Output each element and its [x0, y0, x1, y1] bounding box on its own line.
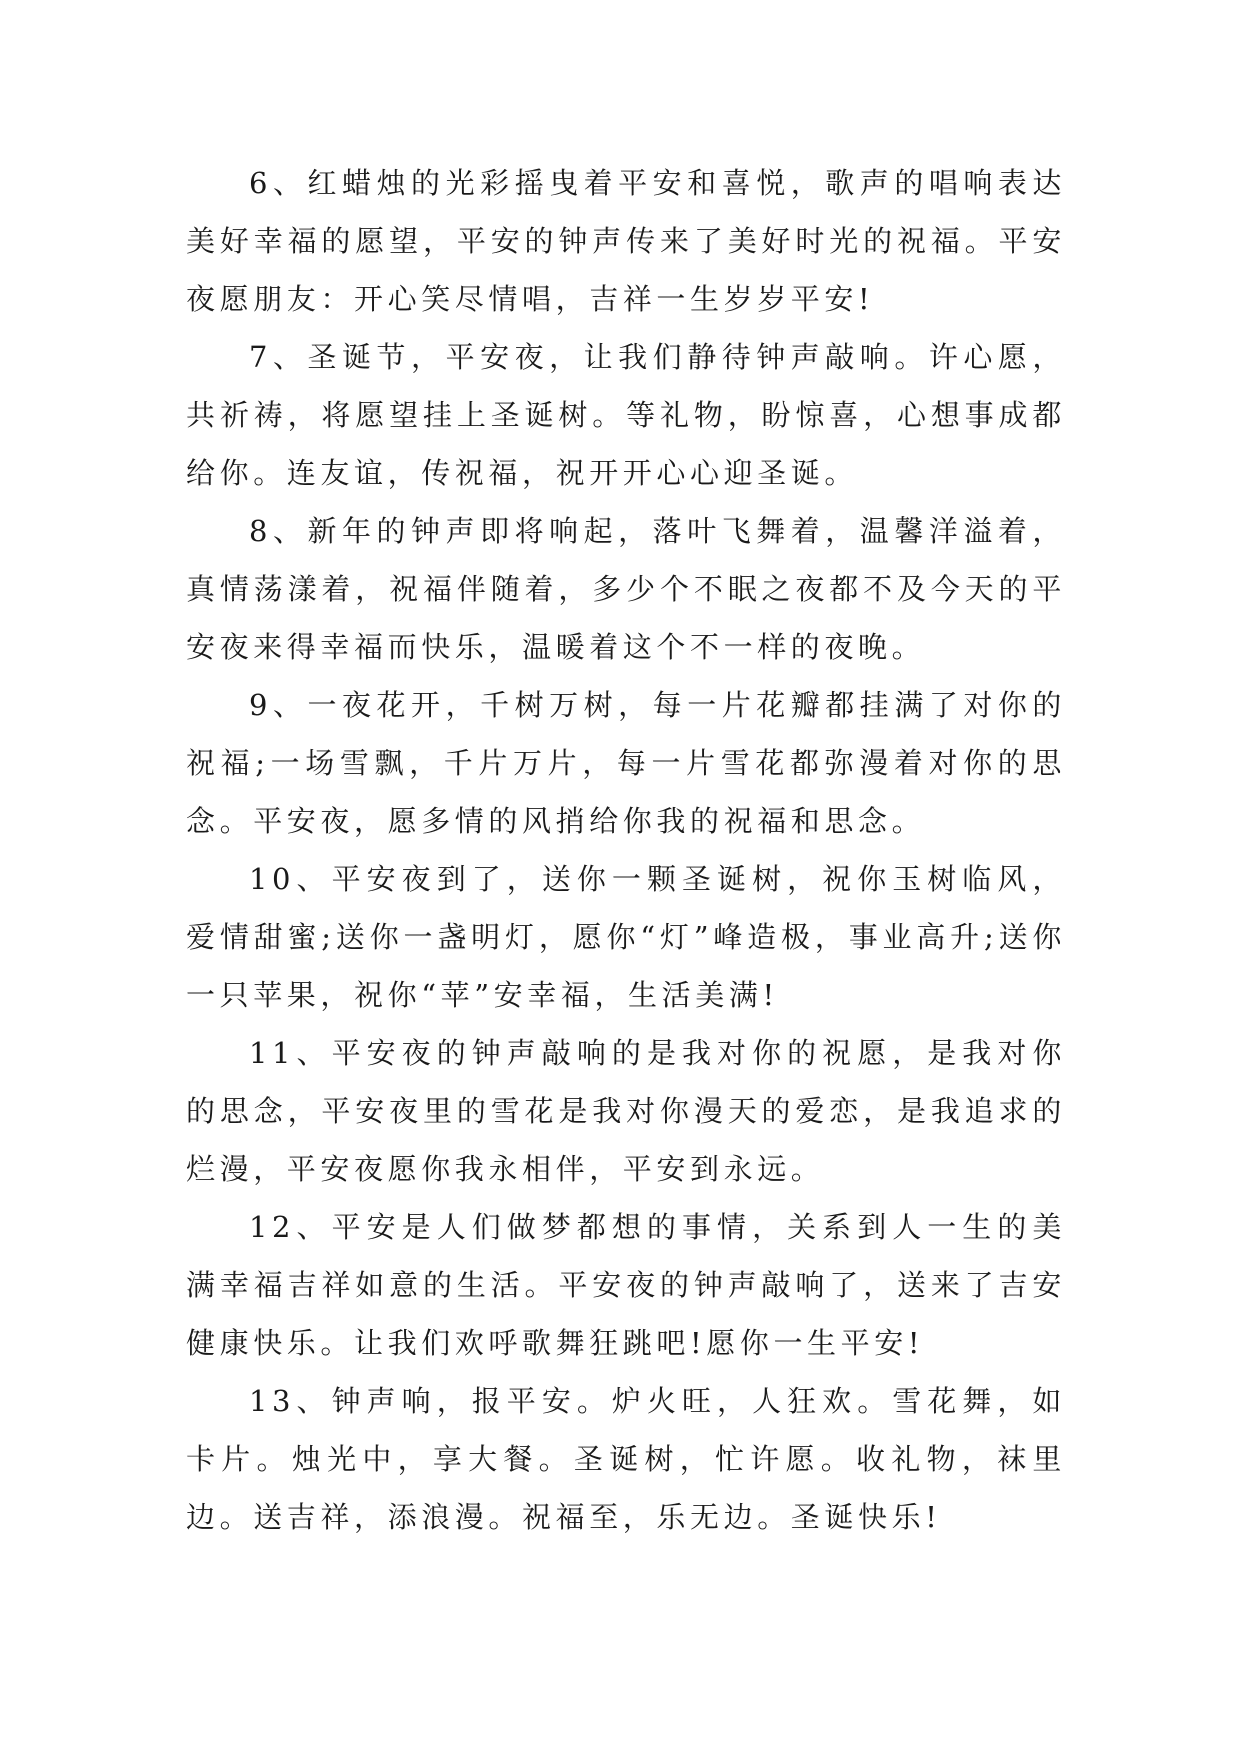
paragraph-13: 13、钟声响，报平安。炉火旺，人狂欢。雪花舞，如卡片。烛光中，享大餐。圣诞树，忙许愿。收礼物，袜里边。送吉祥，添浪漫。祝福至，乐无边。圣诞快乐! [186, 1384, 1066, 1534]
paragraph-9: 9、一夜花开，千树万树，每一片花瓣都挂满了对你的祝福;一场雪飘，千片万片，每一片雪花都弥漫着对你的思念。平安夜，愿多情的风捎给你我的祝福和思念。 [186, 688, 1066, 838]
paragraph-11: 11、平安夜的钟声敲响的是我对你的祝愿，是我对你的思念，平安夜里的雪花是我对你漫天的爱恋，是我追求的烂漫，平安夜愿你我永相伴，平安到永远。 [186, 1036, 1066, 1186]
paragraph-10: 10、平安夜到了，送你一颗圣诞树，祝你玉树临风，爱情甜蜜;送你一盏明灯，愿你“灯”峰造极，事业高升;送你一只苹果，祝你“苹”安幸福，生活美满! [186, 862, 1066, 1012]
paragraph-8: 8、新年的钟声即将响起，落叶飞舞着，温馨洋溢着，真情荡漾着，祝福伴随着，多少个不眠之夜都不及今天的平安夜来得幸福而快乐，温暖着这个不一样的夜晚。 [186, 514, 1066, 664]
paragraph-6: 6、红蜡烛的光彩摇曳着平安和喜悦，歌声的唱响表达美好幸福的愿望，平安的钟声传来了美好时光的祝福。平安夜愿朋友：开心笑尽情唱，吉祥一生岁岁平安! [186, 166, 1066, 316]
paragraph-7: 7、圣诞节，平安夜，让我们静待钟声敲响。许心愿，共祈祷，将愿望挂上圣诞树。等礼物，盼惊喜，心想事成都给你。连友谊，传祝福，祝开开心心迎圣诞。 [186, 340, 1066, 490]
document-body [186, 154, 1066, 1546]
paragraph-12: 12、平安是人们做梦都想的事情，关系到人一生的美满幸福吉祥如意的生活。平安夜的钟声敲响了，送来了吉安健康快乐。让我们欢呼歌舞狂跳吧!愿你一生平安! [186, 1210, 1066, 1360]
